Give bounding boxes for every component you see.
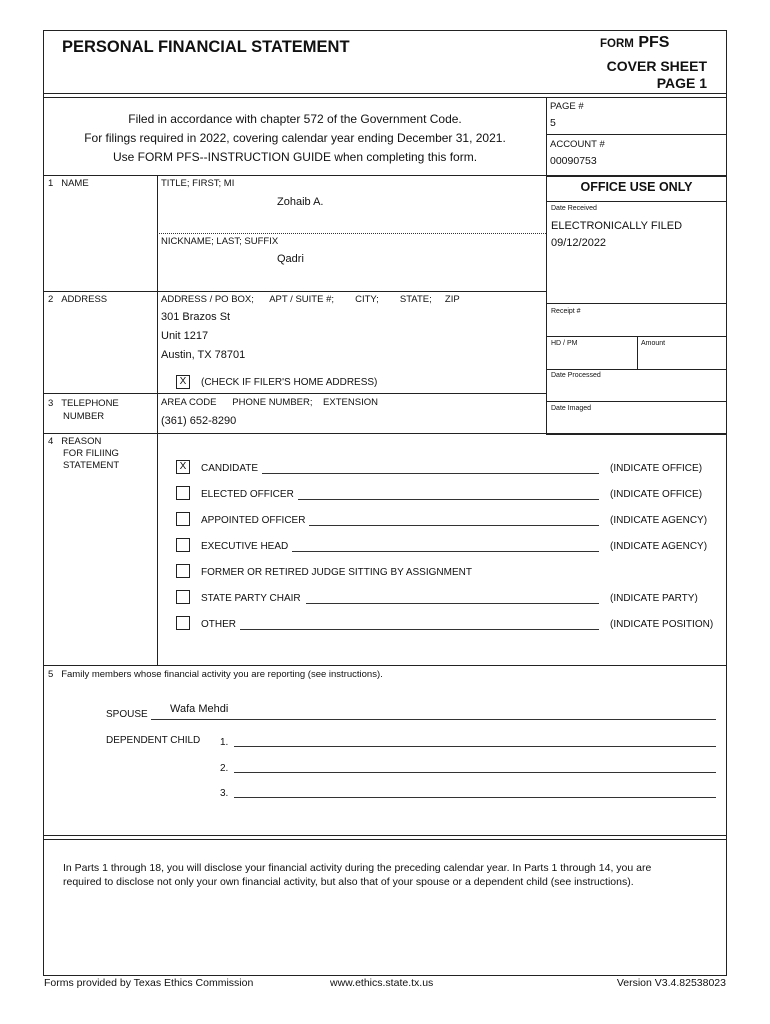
footer-provider: Forms provided by Texas Ethics Commission	[44, 977, 254, 989]
nickname-last-suffix-label: NICKNAME; LAST; SUFFIX	[161, 236, 279, 247]
child-1-line[interactable]	[234, 746, 716, 747]
date-received-label: Date Received	[551, 205, 597, 212]
state-party-chair-entry-line[interactable]	[306, 603, 599, 604]
footer-website[interactable]: www.ethics.state.tx.us	[330, 977, 434, 989]
candidate-entry-line[interactable]	[262, 473, 599, 474]
title-first-mi-label: TITLE; FIRST; MI	[161, 178, 235, 189]
elected-officer-indicate: (INDICATE OFFICE)	[610, 489, 703, 500]
spouse-label: SPOUSE	[106, 709, 148, 720]
section-1-label	[48, 178, 89, 189]
cover-sheet-label: COVER SHEET	[606, 58, 707, 74]
form-code-value: PFS	[638, 34, 670, 51]
notice-line-2: required to disclose not only your own financial activity, but also that of your spouse or a dependent child (see instructions).	[63, 876, 634, 888]
amount-label: Amount	[641, 340, 666, 347]
candidate-indicate: (INDICATE OFFICE)	[610, 463, 703, 474]
section-5-number: 5	[48, 669, 54, 680]
elected-officer-checkbox[interactable]	[176, 486, 190, 500]
appointed-officer-indicate: (INDICATE AGENCY)	[610, 515, 708, 526]
home-address-checkbox[interactable]: X	[176, 375, 190, 389]
page-number-value: 5	[550, 117, 556, 129]
address-line-1: 301 Brazos St	[161, 311, 231, 323]
intro-line-3: Use FORM PFS--INSTRUCTION GUIDE when completing this form.	[112, 150, 478, 164]
appointed-officer-label: APPOINTED OFFICER	[201, 515, 306, 526]
intro-text	[45, 110, 545, 167]
appointed-officer-entry-line[interactable]	[309, 525, 599, 526]
section-4-title-2: FOR FILIING	[63, 448, 119, 459]
state-party-chair-checkbox[interactable]	[176, 590, 190, 604]
section-2-label	[48, 294, 107, 305]
address-field-labels: ADDRESS / PO BOX; APT / SUITE #; CITY; STATE; ZIP	[161, 294, 460, 305]
other-entry-line[interactable]	[240, 629, 599, 630]
former-judge-checkbox[interactable]	[176, 564, 190, 578]
disclosure-notice	[63, 861, 713, 889]
executive-head-checkbox[interactable]	[176, 538, 190, 552]
address-line-2: Unit 1217	[161, 330, 209, 342]
section-4-title-1: REASON	[61, 436, 102, 447]
office-use-box	[546, 175, 727, 435]
telephone-value: (361) 652-8290	[161, 415, 237, 427]
date-imaged-label: Date Imaged	[551, 405, 592, 412]
dependent-child-label: DEPENDENT CHILD	[106, 735, 201, 746]
executive-head-indicate: (INDICATE AGENCY)	[610, 541, 708, 552]
date-processed-label: Date Processed	[551, 372, 601, 379]
section-4-title-3: STATEMENT	[63, 460, 120, 471]
other-label: OTHER	[201, 619, 236, 630]
section-3-title-2: NUMBER	[63, 411, 105, 422]
section-2-number: 2	[48, 294, 54, 305]
address-line-3: Austin, TX 78701	[161, 349, 246, 361]
section-4-number: 4	[48, 436, 54, 447]
elected-officer-label: ELECTED OFFICER	[201, 489, 294, 500]
section-3-title-1: TELEPHONE	[61, 398, 119, 409]
section-2-title: ADDRESS	[61, 294, 108, 305]
executive-head-label: EXECUTIVE HEAD	[201, 541, 289, 552]
home-address-label: (CHECK IF FILER'S HOME ADDRESS)	[201, 377, 378, 388]
child-3-line[interactable]	[234, 797, 716, 798]
account-number-label: ACCOUNT #	[550, 139, 605, 150]
page-number-label: PAGE #	[550, 101, 584, 112]
section-1-number: 1	[48, 178, 54, 189]
page-label: PAGE 1	[656, 75, 707, 91]
filed-date-value: 09/12/2022	[551, 237, 607, 249]
office-use-title: OFFICE USE ONLY	[580, 180, 693, 194]
other-checkbox[interactable]	[176, 616, 190, 630]
former-judge-label: FORMER OR RETIRED JUDGE SITTING BY ASSIGNMENT	[201, 567, 472, 578]
child-number-1: 1.	[220, 737, 229, 748]
section-3-number: 3	[48, 398, 54, 409]
form-label: FORM	[600, 38, 634, 50]
notice-line-1: In Parts 1 through 18, you will disclose your financial activity during the preceding calendar year. In Parts 1 through 14, you are	[63, 862, 652, 874]
child-number-2: 2.	[220, 763, 229, 774]
intro-line-2: For filings required in 2022, covering calendar year ending December 31, 2021.	[84, 131, 506, 145]
elected-officer-entry-line[interactable]	[298, 499, 599, 500]
candidate-checkbox[interactable]: X	[176, 460, 190, 474]
section-5-title: Family members whose financial activity you are reporting (see instructions).	[61, 669, 383, 680]
spouse-name-value[interactable]: Wafa Mehdi	[170, 703, 229, 715]
section-1-title: NAME	[61, 178, 89, 189]
section-3-label	[48, 397, 119, 423]
section-5-label	[48, 669, 383, 680]
receipt-number-label: Receipt #	[551, 308, 581, 315]
child-2-line[interactable]	[234, 772, 716, 773]
section-4-label	[48, 436, 119, 472]
form-title: PERSONAL FINANCIAL STATEMENT	[62, 38, 350, 56]
last-name-value: Qadri	[277, 253, 304, 265]
intro-line-1: Filed in accordance with chapter 572 of the Government Code.	[128, 112, 462, 126]
candidate-label: CANDIDATE	[201, 463, 259, 474]
child-number-3: 3.	[220, 788, 229, 799]
electronically-filed-status: ELECTRONICALLY FILED	[551, 220, 683, 232]
first-name-value: Zohaib A.	[277, 196, 324, 208]
appointed-officer-checkbox[interactable]	[176, 512, 190, 526]
other-indicate: (INDICATE POSITION)	[610, 619, 714, 630]
form-code	[600, 34, 669, 52]
state-party-chair-indicate: (INDICATE PARTY)	[610, 593, 698, 604]
footer-version: Version V3.4.82538023	[616, 977, 726, 989]
executive-head-entry-line[interactable]	[292, 551, 599, 552]
account-number-value: 00090753	[550, 155, 597, 167]
telephone-field-labels: AREA CODE PHONE NUMBER; EXTENSION	[161, 397, 378, 408]
hd-pm-label: HD / PM	[551, 340, 578, 347]
state-party-chair-label: STATE PARTY CHAIR	[201, 593, 301, 604]
